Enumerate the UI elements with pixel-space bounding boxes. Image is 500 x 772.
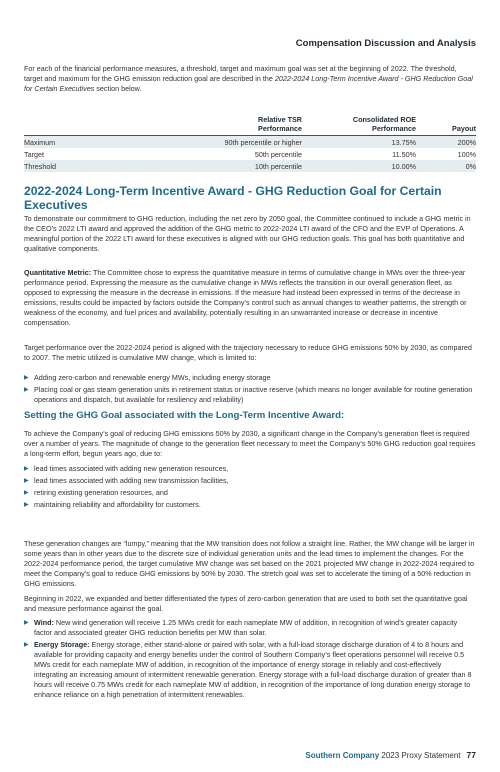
bullet-triangle-icon: ▶ xyxy=(24,642,29,648)
list-item xyxy=(24,618,476,638)
document-page xyxy=(24,0,476,772)
list-item-text: retiring existing generation resources, and xyxy=(34,488,168,497)
list-item-text: Energy storage, either stand-alone or paired with solar, with a full-load storage discharge duration of 4 to 8 hours and available for providing capacity and energy benefits under the control of Southern Company’s fleet operations personnel will receive 0.5 MWs credit for each nameplate MW of addition, in recognition of the importance of energy storage in reliably and cost-effectively integrating an increasing amount of intermittent renewable generation. Energy storage with a full-load discharge duration of greater than 8 hours will receive 0.75 MWs credit for each nameplate MW of addition, in recognition of the importance of long duration energy storage to enhance reliance on a high penetration of intermittent renewables. xyxy=(34,640,472,699)
list-item xyxy=(24,500,476,510)
intro-paragraph xyxy=(24,64,476,94)
table-cell: 11.50% xyxy=(392,149,416,159)
list-item-text: Adding zero-carbon and renewable energy MWs, including energy storage xyxy=(34,373,271,382)
list-item xyxy=(24,476,476,486)
intro-text-end: section below. xyxy=(94,84,142,93)
table-header-cell xyxy=(302,114,416,136)
table-row xyxy=(24,148,476,160)
table-cell: 200% xyxy=(416,136,476,149)
paragraph-lumpy-changes: These generation changes are “lumpy,” meaning that the MW transition does not follow a straight line. Rather, the MW change will be larger in some years than in other years due to the discrete size of individual generation units and the lead times to implement the changes. For the 2022-2024 performance period, the target cumulative MW change was set based on the 2021 projected MW change in 2022-2024 required to meet the Company’s goal to reduce GHG emissions by 50% by 2030. The stretch goal was set to accelerate the timing of a 50% reduction in GHG emissions. xyxy=(24,539,475,588)
section-header: Compensation Discussion and Analysis xyxy=(295,38,476,49)
quantitative-metric-text: The Committee chose to express the quantitative measure in terms of cumulative change in MWs over the three-year performance period. Expressing the measure as the cumulative change in MWs reflects the transition in our overall generation fleet, as opposed to expressing the measure in the decrease in emissions. If the measure had instead been expressed in terms of the decrease in emissions, results could be impacted by factors outside the Company’s control such as annual changes to weather patterns, the strength or weakness of the economy, and fuel prices and availability, potentially resulting in an unwarranted increase or decrease in incentive compensation. xyxy=(24,268,467,327)
paragraph-zero-carbon-types: Beginning in 2022, we expanded and better differentiated the types of zero-carbon generation that are used to both set the quantitative goal and measure performance against the goal. xyxy=(24,594,468,613)
subsection-heading: Setting the GHG Goal associated with the Long-Term Incentive Award: xyxy=(24,410,345,421)
list-item xyxy=(24,464,476,474)
table-cell: Threshold xyxy=(24,160,134,172)
bullet-triangle-icon: ▶ xyxy=(24,502,29,508)
list-item xyxy=(24,373,476,383)
table-row xyxy=(24,160,476,172)
performance-goals-table xyxy=(24,114,476,172)
page-number: 77 xyxy=(466,750,476,760)
bullet-triangle-icon: ▶ xyxy=(24,620,29,626)
intro-text: For each of the financial performance measures, a threshold, target and maximum goal was set at the beginning of 2022. The threshold, target and maximum for the GHG emission reduction goal are described in the xyxy=(24,64,457,83)
paragraph-target-performance: Target performance over the 2022-2024 period is aligned with the trajectory necessary to reduce GHG emissions 50% by 2030, as compared to 2007. The metric utilized is cumulative MW change, which is limited to: xyxy=(24,343,472,362)
header-consolidated-roe: Consolidated ROE Performance xyxy=(352,115,416,133)
paragraph-achieve-goal: To achieve the Company’s goal of reducing GHG emissions 50% by 2030, a significant change in the Company’s generation fleet is required over a number of years. The magnitude of change to the generation fleet necessary to meet the Company’s 50% GHG reduction goal requires a long-term effort, begun years ago, due to: xyxy=(24,429,476,458)
list-item xyxy=(24,385,476,405)
list-item-label: Energy Storage: xyxy=(34,640,90,649)
table-cell: Maximum xyxy=(24,136,134,149)
list-item-label: Wind: xyxy=(34,618,54,627)
intro-italic-reference: 2022-2024 Long-Term Incentive Award - GHG Reduction Goal for Certain Executives xyxy=(24,74,473,93)
list-item-text: lead times associated with adding new generation resources, xyxy=(34,464,229,473)
paragraph-ghg-commitment: To demonstrate our commitment to GHG reduction, including the net zero by 2050 goal, the Committee continued to include a GHG metric in the CEO’s 2022 LTI award and approved the addition of the GHG metric to 2022-2024 LTI award of the CFO and the EVP of Operations. A meaningful portion of the 2022 LTI award for these executives is aligned with our GHG reduction goals. This goal has both quantitative and qualitative components. xyxy=(24,214,471,253)
table-cell: 50th percentile xyxy=(254,149,302,159)
credit-types-list xyxy=(24,618,476,702)
table-cell: 100% xyxy=(457,149,476,159)
list-item-text: maintaining reliability and affordability for customers. xyxy=(34,500,201,509)
quantitative-metric-label: Quantitative Metric: xyxy=(24,268,92,277)
lead-times-list xyxy=(24,464,476,512)
page-footer xyxy=(305,750,476,760)
list-item xyxy=(24,488,476,498)
table-cell: 13.75% xyxy=(302,136,416,149)
footer-document-title: 2023 Proxy Statement xyxy=(379,751,461,760)
bullet-triangle-icon: ▶ xyxy=(24,387,29,393)
table-header-row xyxy=(24,114,476,136)
header-relative-tsr: Relative TSR Performance xyxy=(258,115,302,133)
list-item-text: Placing coal or gas steam generation units in retirement status or inactive reserve (which means no longer available for routine generation operations and dispatch, but available for resiliency and reliability) xyxy=(34,385,473,404)
list-item-text: New wind generation will receive 1.25 MWs credit for each nameplate MW of addition, in recognition of wind’s greater capacity factor and associated greater GHG reduction benefits per MW than solar. xyxy=(34,618,458,637)
bullet-triangle-icon: ▶ xyxy=(24,478,29,484)
footer-brand: Southern Company xyxy=(305,751,380,760)
table-row xyxy=(24,136,476,149)
table-cell: 10.00% xyxy=(302,160,416,172)
bullet-triangle-icon: ▶ xyxy=(24,466,29,472)
table-cell: 90th percentile or higher xyxy=(134,136,302,149)
table-cell: Target xyxy=(24,149,44,159)
section-heading: 2022-2024 Long-Term Incentive Award - GHG Reduction Goal for Certain Executives xyxy=(24,184,442,212)
bullet-triangle-icon: ▶ xyxy=(24,375,29,381)
table-cell: 0% xyxy=(416,160,476,172)
mw-change-list xyxy=(24,373,476,407)
paragraph-quantitative-metric xyxy=(24,268,476,328)
table-header-cell: Payout xyxy=(416,114,476,136)
bullet-triangle-icon: ▶ xyxy=(24,490,29,496)
table-cell: 10th percentile xyxy=(134,160,302,172)
list-item xyxy=(24,640,476,700)
table-header-cell xyxy=(24,114,134,136)
list-item-text: lead times associated with adding new transmission facilities, xyxy=(34,476,229,485)
table-header-cell xyxy=(134,114,302,136)
